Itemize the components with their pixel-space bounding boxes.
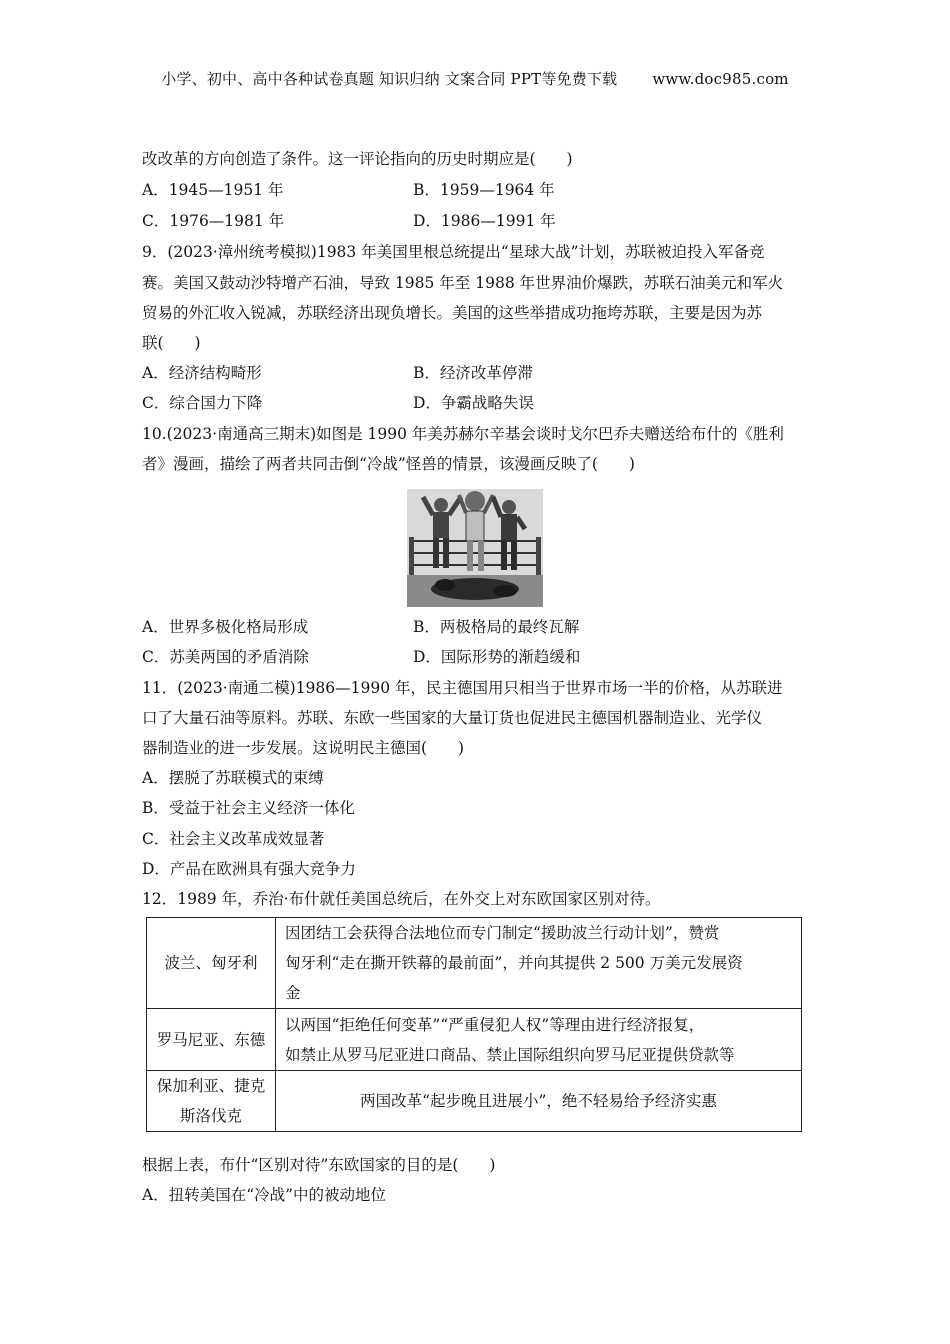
q11-line: 器制造业的进一步发展。这说明民主德国( ) — [142, 739, 465, 757]
q10-option-a: A．世界多极化格局形成 — [142, 618, 309, 636]
q11-option: C．社会主义改革成效显著 — [142, 830, 325, 848]
q9-line: 9．(2023·漳州统考模拟)1983 年美国里根总统提出“星球大战”计划，苏联被迫投入军备竞 — [142, 243, 765, 261]
policy-table — [146, 917, 802, 1132]
table-cell-country: 波兰、匈牙利 — [147, 918, 276, 1009]
q8-option-d: D．1986—1991 年 — [413, 212, 556, 230]
table-row — [147, 918, 802, 1009]
q10-option-b: B．两极格局的最终瓦解 — [413, 618, 580, 636]
q9-option-d: D．争霸战略失误 — [413, 394, 534, 412]
table-cell-policy: 两国改革“起步晚且进展小”，绝不轻易给予经济实惠 — [276, 1071, 802, 1132]
q11-option: B．受益于社会主义经济一体化 — [142, 799, 355, 817]
q11-line: 口了大量石油等原料。苏联、东欧一些国家的大量订货也促进民主德国机器制造业、光学仪 — [142, 709, 763, 727]
q11-line: 11．(2023·南通二模)1986—1990 年，民主德国用只相当于世界市场一半的价格，从苏联进 — [142, 679, 783, 697]
q12-option-a: A．扭转美国在“冷战”中的被动地位 — [142, 1186, 387, 1204]
table-cell-policy: 因团结工会获得合法地位而专门制定“援助波兰行动计划”，赞赏 匈牙利“走在撕开铁幕的最前面”，并向其提供 2 500 万美元发展资 金 — [276, 918, 802, 1009]
q9-line: 赛。美国又鼓动沙特增产石油，导致 1985 年至 1988 年世界油价爆跌，苏联石油美元和军火 — [142, 274, 784, 292]
q8-option-a: A．1945—1951 年 — [142, 181, 284, 199]
q10-line: 10.(2023·南通高三期末)如图是 1990 年美苏赫尔辛基会谈时戈尔巴乔夫赠送给布什的《胜利 — [142, 425, 784, 443]
q10-option-c: C．苏美两国的矛盾消除 — [142, 648, 309, 666]
q8-tail: 改改革的方向创造了条件。这一评论指向的历史时期应是( ) — [142, 150, 573, 168]
q9-line: 联( ) — [142, 334, 201, 352]
q9-option-c: C．综合国力下降 — [142, 394, 263, 412]
table-cell-country: 罗马尼亚、东德 — [147, 1009, 276, 1071]
q8-option-b: B．1959—1964 年 — [413, 181, 555, 199]
table-cell-country: 保加利亚、捷克 斯洛伐克 — [147, 1071, 276, 1132]
q12-question: 根据上表，布什“区别对待”东欧国家的目的是( ) — [142, 1156, 496, 1174]
q10-option-d: D．国际形势的渐趋缓和 — [413, 648, 581, 666]
table-cell-policy: 以两国“拒绝任何变革”“严重侵犯人权”等理由进行经济报复， 如禁止从罗马尼亚进口商品、禁止国际组织向罗马尼亚提供贷款等 — [276, 1009, 802, 1071]
q8-option-c: C．1976—1981 年 — [142, 212, 285, 230]
victors-cartoon-image — [407, 489, 543, 607]
q9-option-b: B．经济改革停滞 — [413, 364, 533, 382]
table-row — [147, 1009, 802, 1071]
table-row — [147, 1071, 802, 1132]
q10-line: 者》漫画，描绘了两者共同击倒“冷战”怪兽的情景，该漫画反映了( ) — [142, 455, 635, 473]
q11-option: D．产品在欧洲具有强大竞争力 — [142, 860, 356, 878]
header-text: 小学、初中、高中各种试卷真题 知识归纳 文案合同 PPT等免费下载 — [161, 70, 618, 88]
q11-option: A．摆脱了苏联模式的束缚 — [142, 769, 324, 787]
q9-line: 贸易的外汇收入锐减，苏联经济出现负增长。美国的这些举措成功拖垮苏联，主要是因为苏 — [142, 304, 763, 322]
q9-option-a: A．经济结构畸形 — [142, 364, 262, 382]
header-url[interactable]: www.doc985.com — [652, 70, 789, 88]
page-header — [0, 68, 950, 89]
q12-intro: 12．1989 年，乔治·布什就任美国总统后，在外交上对东欧国家区别对待。 — [142, 890, 661, 908]
